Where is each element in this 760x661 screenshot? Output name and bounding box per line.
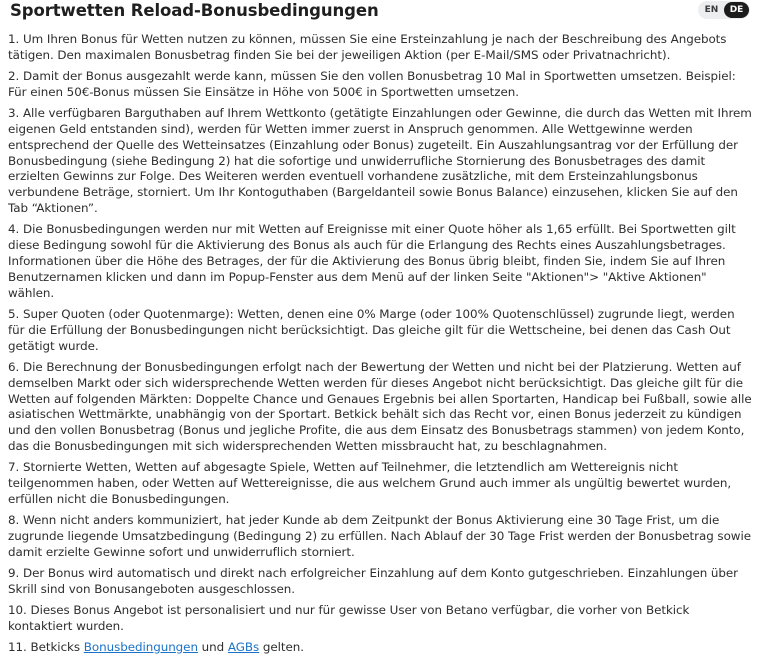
bonus-term-11-prefix: 11. Betkicks [8,639,84,654]
bonus-term-11 [8,640,752,656]
bonus-conditions-link[interactable]: Bonusbedingungen [83,639,198,654]
bonus-terms-list [8,32,752,661]
page-title: Sportwetten Reload-Bonusbedingungen [10,1,379,20]
bonus-term-9: 9. Der Bonus wird automatisch und direkt nach erfolgreicher Einzahlung auf dem Konto gutgeschrieben. Einzahlungen über Skrill sind von Bonusangeboten ausgeschlossen. [8,565,739,596]
bonus-term-2: 2. Damit der Bonus ausgezahlt werde kann, müssen Sie den vollen Bonusbetrag 10 Mal in Sportwetten umsetzen. Beispiel: Für einen 50€-Bonus müssen Sie Einsätze in Höhe von 500€ in Sportwetten umsetzen. [8,68,736,99]
agb-link[interactable]: AGBs [227,639,260,654]
bonus-term-1: 1. Um Ihren Bonus für Wetten nutzen zu können, müssen Sie eine Ersteinzahlung je nach der Beschreibung des Angebots tätigen. Den maximalen Bonusbetrag finden Sie bei der jeweiligen Aktion (per E-Mail/SMS oder Privatnachricht). [8,32,727,62]
bonus-term-3: 3. Alle verfügbaren Barguthaben auf Ihrem Wettkonto (getätigte Einzahlungen oder Gewinne, die durch das Wetten mit Ihrem eigenen Geld entstanden sind), werden für Wetten immer zuerst in Anspruch genommen. Alle Wettgewinne werden entsprechend der Quelle des Wetteinsatzes (Einzahlung oder Bonus) zugeteilt. Ein Auszahlungsantrag vor der Erfüllung der Bonusbedingung (siehe Bedingung 2) hat die sofortige und unwiderrufliche Stornierung des Bonusbetrages des damit erzielten Gewinns zur Folge. Des Weiteren werden eventuell vorhandene zusätzliche, mit dem Ersteinzahlungsbonus verbundene Beträge, storniert. Um Ihr Kontoguthaben (Bargeldanteil sowie Bonus Balance) einzusehen, klicken Sie auf den Tab “Aktionen”. [8,105,752,216]
page-header [10,0,750,24]
bonus-term-6: 6. Die Berechnung der Bonusbedingungen erfolgt nach der Bewertung der Wetten und nicht bei der Platzierung. Wetten auf demselben Markt oder sich widersprechende Wetten werden für dieses Angebot nicht berücksichtigt. Das gleiche gilt für die Wetten auf folgenden Märkten: Doppelte Chance und Genaues Ergebnis bei allen Sportarten, Handicap bei Fußball, sowie alle asiatischen Wettmärkte, unabhängig von der Sportart. Betkick behält sich das Recht vor, einen Bonus jederzeit zu kündigen und den vollen Bonusbetrag (Bonus und jegliche Profite, die aus dem Einsatz des Bonusbetrags stammen) von jedem Konto, das die Bonusbedingungen mit sich widersprechenden Wetten missbraucht hat, zu beschlagnahmen. [8,359,752,454]
bonus-term-5: 5. Super Quoten (oder Quotenmarge): Wetten, denen eine 0% Marge (oder 100% Quotenschlüssel) zugrunde liegt, werden für die Erfüllung der Bonusbedingungen nicht berücksichtigt. Das gleiche gilt für die Wettscheine, bei denen das Cash Out getätigt wurde. [8,306,735,353]
bonus-term-10: 10. Dieses Bonus Angebot ist personalisiert und nur für gewisse User von Betano verfügbar, die vorher von Betkick kontaktiert wurden. [8,602,690,633]
bonus-term-11-suffix: gelten. [259,639,305,654]
bonus-term-7: 7. Stornierte Wetten, Wetten auf abgesagte Spiele, Wetten auf Teilnehmer, die letztendlich am Wettereignis nicht teilgenommen haben, oder Wetten auf Wettereignisse, die aus welchem Grund auch immer als ungültig bewertet wurden, erfüllen nicht die Bonusbedingungen. [8,460,732,507]
language-switcher[interactable] [698,1,750,19]
bonus-term-4: 4. Die Bonusbedingungen werden nur mit Wetten auf Ereignisse mit einer Quote höher als 1,65 erfüllt. Bei Sportwetten gilt diese Bedingung sowohl für die Aktivierung des Bonus als auch für die Erlangung des Rechts eines Auszahlungsbetrages. Informationen über die Höhe des Betrages, der für die Aktivierung des Bonus übrig bleibt, finden Sie, indem Sie auf Ihren Benutzernamen klicken und dann im Popup-Fenster aus dem Menü auf der linken Seite "Aktionen"> "Aktive Aktionen" wählen. [8,222,736,300]
language-option-de[interactable]: DE [724,2,749,18]
bonus-term-8: 8. Wenn nicht anders kommuniziert, hat jeder Kunde ab dem Zeitpunkt der Bonus Aktivierung eine 30 Tage Frist, um die zugrunde liegende Umsatzbedingung (Bedingung 2) zu erfüllen. Nach Ablauf der 30 Tage Frist werden der Bonusbetrag sowie damit erzielte Gewinne sofort und unwiderruflich storniert. [8,513,751,559]
language-option-en[interactable]: EN [704,5,719,15]
bonus-term-11-middle: und [197,639,228,654]
